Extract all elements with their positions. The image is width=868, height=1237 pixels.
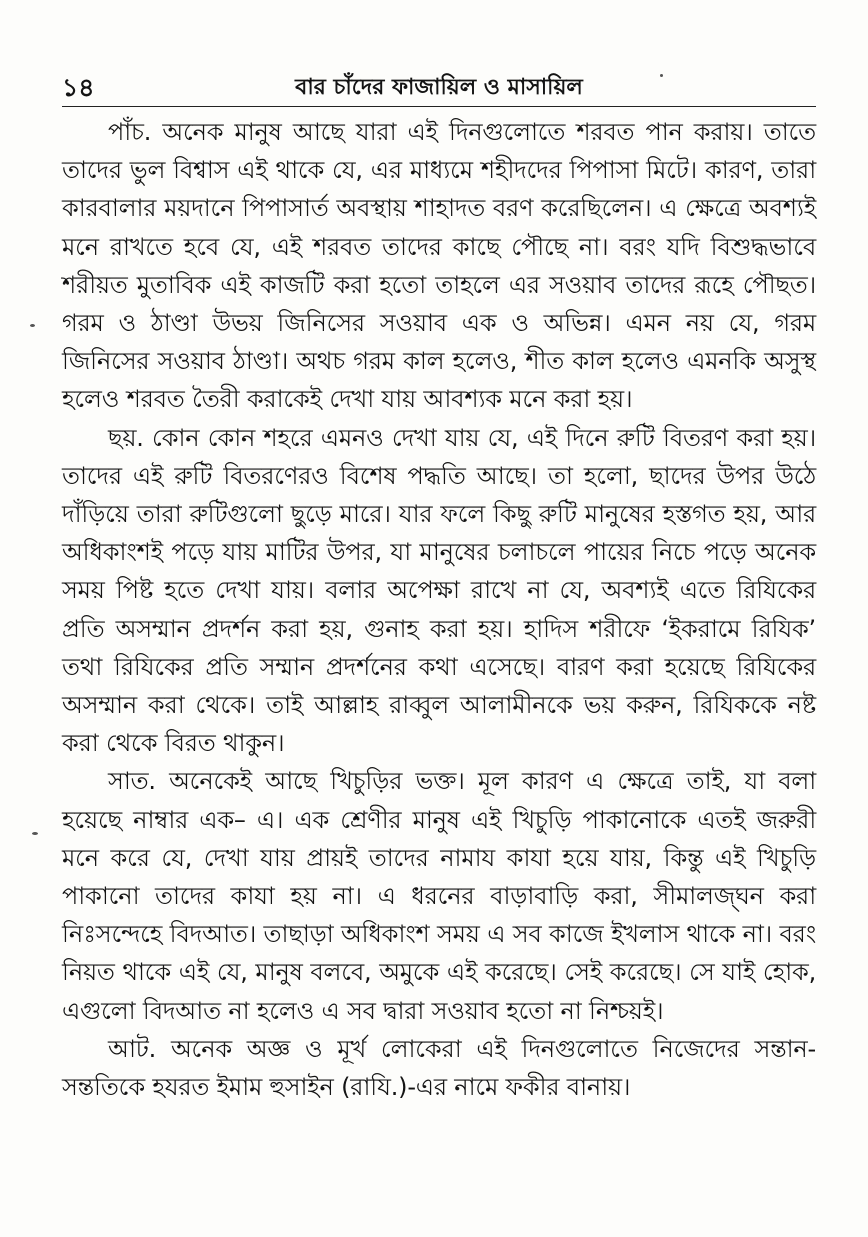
print-speck <box>30 324 35 327</box>
paragraph-eight: আট. অনেক অজ্ঞ ও মূর্খ লোকেরা এই দিনগুলোতে নিজেদের সন্তান-সন্ততিকে হযরত ইমাম হুসাইন (রাযি.)-এর নামে ফকীর বানায়। <box>62 1034 816 1102</box>
paragraph-seven: সাত. অনেকেই আছে খিচুড়ির ভক্ত। মূল কারণ এ ক্ষেত্রে তাই, যা বলা হয়েছে নাম্বার এক– এ। এক শ্রেণীর মানুষ এই খিচুড়ি পাকানোকে এতই জরুরী মনে করে যে, দেখা যায় প্রায়ই তাদের নামায কাযা হয়ে যায়, কিন্তু এই খিচুড়ি পাকানো তাদের কাযা হয় না। এ ধরনের বাড়াবাড়ি করা, সীমালজ্ঘন করা নিঃসন্দেহে বিদআত। তাছাড়া অধিকাংশ সময় এ সব কাজে ইখলাস থাকে না। বরং নিয়ত থাকে এই যে, মানুষ বলবে, অমুকে এই করেছে। সেই করেছে। সে যাই হোক, এগুলো বিদআত না হলেও এ সব দ্বারা সওয়াব হতো না নিশ্চয়ই। <box>62 767 816 1025</box>
print-speck <box>32 832 38 835</box>
body-text <box>62 113 816 1106</box>
paragraph-five: পাঁচ. অনেক মানুষ আছে যারা এই দিনগুলোতে শরবত পান করায়। তাতে তাদের ভুল বিশ্বাস এই থাকে যে, এর মাধ্যমে শহীদদের পিপাসা মিটে। কারণ, তারা কারবালার ময়দানে পিপাসার্ত অবস্থায় শাহাদত বরণ করেছিলেন। এ ক্ষেত্রে অবশ্যই মনে রাখতে হবে যে, এই শরবত তাদের কাছে পৌছে না। বরং যদি বিশুদ্ধভাবে শরীয়ত মুতাবিক এই কাজটি করা হতো তাহলে এর সওয়াব তাদের রূহে পৌছত। গরম ও ঠাণ্ডা উভয় জিনিসের সওয়াব এক ও অভিন্ন। এমন নয় যে, গরম জিনিসের সওয়াব ঠাণ্ডা। অথচ গরম কাল হলেও, শীত কাল হলেও এমনকি অসুস্থ হলেও শরবত তৈরী করাকেই দেখা যায় আবশ্যক মনে করা হয়। <box>62 118 816 414</box>
running-header <box>62 62 816 107</box>
print-speck <box>660 74 663 77</box>
book-title: বার চাঁদের ফাজায়িল ও মাসায়িল <box>295 75 583 100</box>
page-number: ১৪ <box>62 73 95 102</box>
paragraph-six: ছয়. কোন কোন শহরে এমনও দেখা যায় যে, এই দিনে রুটি বিতরণ করা হয়। তাদের এই রুটি বিতরণেরও বিশেষ পদ্ধতি আছে। তা হলো, ছাদের উপর উঠে দাঁড়িয়ে তারা রুটিগুলো ছুড়ে মারে। যার ফলে কিছু রুটি মানুষের হস্তগত হয়, আর অধিকাংশই পড়ে যায় মাটির উপর, যা মানুষের চলাচলে পায়ের নিচে পড়ে অনেক সময় পিষ্ট হতে দেখা যায়। বলার অপেক্ষা রাখে না যে, অবশ্যই এতে রিযিকের প্রতি অসম্মান প্রদর্শন করা হয়, গুনাহ করা হয়। হাদিস শরীফে ‘ইকরামে রিযিক’ তথা রিযিকের প্রতি সম্মান প্রদর্শনের কথা এসেছে। বারণ করা হয়েছে রিযিকের অসম্মান করা থেকে। তাই আল্লাহ রাব্বুল আলামীনকে ভয় করুন, রিযিককে নষ্ট করা থেকে বিরত থাকুন। <box>62 423 816 758</box>
